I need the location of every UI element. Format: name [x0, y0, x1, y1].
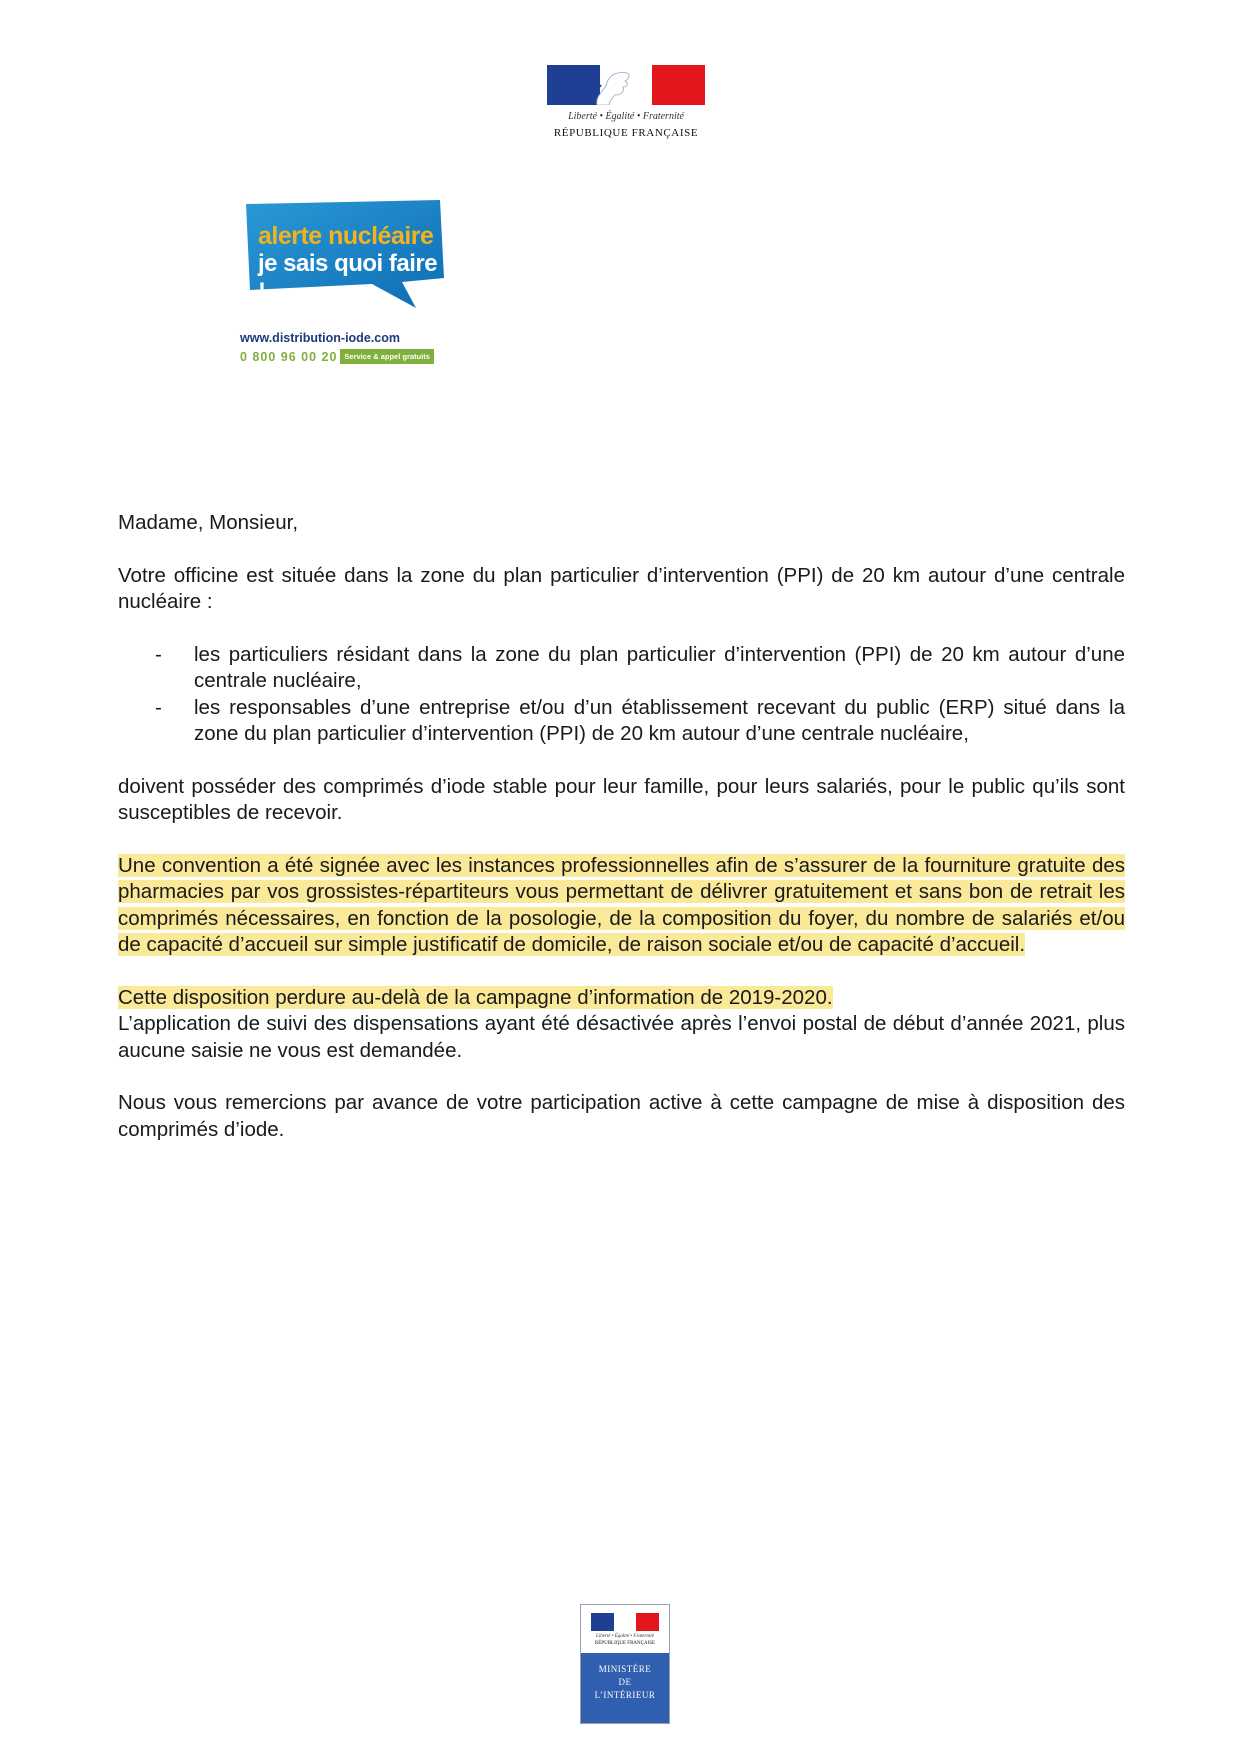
bullet-text: les responsables d’une entreprise et/ou d’un établissement recevant du public (ERP) situé dans la zone du plan particulier d’intervention (PPI) de 20 km autour d’une centrale nucléaire, [194, 695, 1125, 745]
ministry-name-line: DE [618, 1677, 632, 1687]
intro-paragraph: Votre officine est située dans la zone du plan particulier d’intervention (PPI) de 20 km autour d’une centrale nucléaire : [118, 563, 1125, 613]
bullet-dash: - [155, 695, 162, 719]
alert-free-service-label: Service & appel gratuits [340, 349, 433, 364]
alerte-nucleaire-badge [240, 200, 450, 370]
french-flag-icon [547, 65, 705, 105]
bullet-list [118, 642, 1125, 748]
letter-body [118, 510, 1125, 1143]
convention-paragraph [118, 853, 1125, 959]
highlighted-text: Une convention a été signée avec les instances professionnelles afin de s’assurer de la fourniture gratuite des pharmacies par vos grossistes-répartiteurs vous permettant de délivrer gratuitement et sans bon de retrait les comprimés nécessaires, en fonction de la posologie, de la composition du foyer, du nombre de salariés et/ou de capacité d’accueil sur simple justificatif de domicile, de raison sociale et/ou de capacité d’accueil. [118, 853, 1125, 956]
application-paragraph: L’application de suivi des dispensations ayant été désactivée après l’envoi postal de début d’année 2021, plus aucune saisie ne vous est demandée. [118, 1012, 1125, 1062]
marianne-profile-icon [587, 65, 647, 105]
republique-francaise-logo [547, 65, 707, 145]
obligation-paragraph: doivent posséder des comprimés d’iode stable pour leur famille, pour leurs salariés, pour le public qu’ils sont susceptibles de recevoir. [118, 774, 1125, 824]
highlighted-text: Cette disposition perdure au-delà de la campagne d’information de 2019-2020. [118, 985, 833, 1009]
list-item [118, 695, 1125, 748]
alert-website: www.distribution-iode.com [240, 331, 400, 345]
bullet-dash: - [155, 642, 162, 666]
alert-phone-row [240, 349, 434, 364]
list-item [118, 642, 1125, 695]
republic-motto: Liberté • Égalité • Fraternité [568, 111, 684, 122]
bullet-text: les particuliers résidant dans la zone du plan particulier d’intervention (PPI) de 20 km autour d’une centrale nucléaire, [194, 642, 1125, 692]
disposition-paragraph [118, 985, 1125, 1012]
alert-title: alerte nucléaire [258, 222, 434, 250]
ministry-motto: Liberté • Égalité • Fraternité [596, 1634, 654, 1639]
alert-phone-number: 0 800 96 00 20 [240, 349, 338, 364]
ministry-name-block [581, 1653, 669, 1723]
ministere-interieur-logo [580, 1604, 670, 1724]
french-flag-icon [591, 1613, 659, 1631]
alert-subtitle: je sais quoi faire ! [258, 250, 438, 305]
ministry-name-line: MINISTÈRE [598, 1664, 652, 1674]
republic-name: RÉPUBLIQUE FRANÇAISE [553, 127, 699, 139]
ministry-republic-name: RÉPUBLIQUE FRANÇAISE [594, 1641, 656, 1646]
closing-paragraph: Nous vous remercions par avance de votre participation active à cette campagne de mise à disposition des comprimés d’iode. [118, 1091, 1125, 1141]
salutation: Madame, Monsieur, [118, 511, 299, 534]
ministry-name-line: L’INTÉRIEUR [594, 1690, 656, 1700]
